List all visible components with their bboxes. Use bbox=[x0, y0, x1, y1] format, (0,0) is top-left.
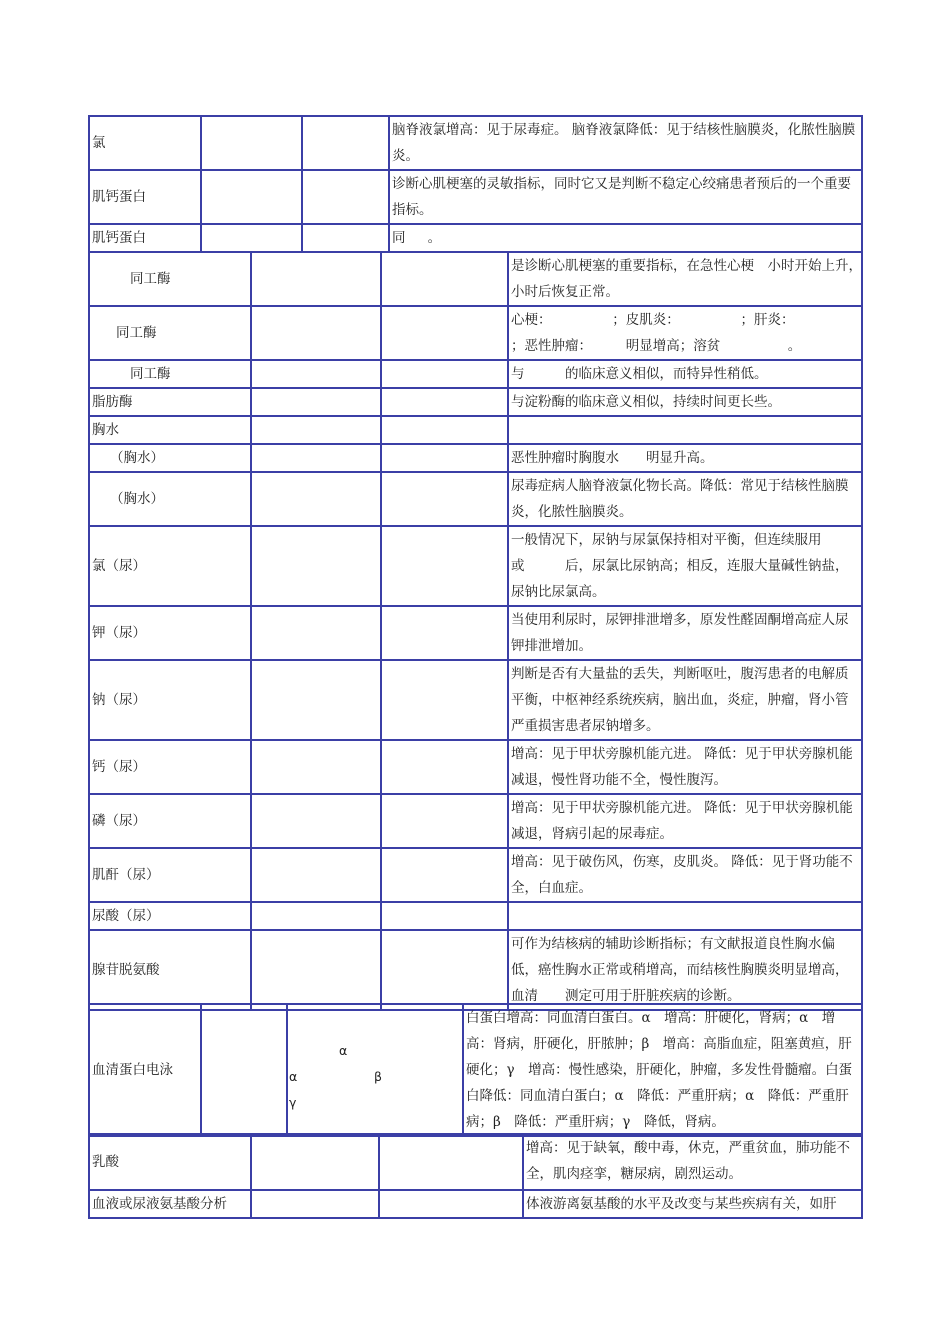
item-name: 磷（尿） bbox=[89, 794, 251, 848]
item-description: 恶性肿瘤时胸腹水 明显升高。 bbox=[508, 444, 862, 472]
item-name: 钠（尿） bbox=[89, 660, 251, 740]
item-description: 是诊断心肌梗塞的重要指标，在急性心梗 小时开始上升， 小时后恢复正常。 bbox=[508, 252, 862, 306]
item-name: 氯 bbox=[89, 116, 201, 170]
table-row bbox=[89, 116, 862, 170]
table-row bbox=[89, 794, 862, 848]
item-name: 氯（尿） bbox=[89, 526, 251, 606]
item-description: 诊断心肌梗塞的灵敏指标，同时它又是判断不稳定心绞痛患者预后的一个重要指标。 bbox=[389, 170, 862, 224]
item-name: 乳酸 bbox=[89, 1134, 251, 1190]
table-row bbox=[89, 252, 862, 306]
greek-cell bbox=[287, 1004, 463, 1136]
item-name: 肌钙蛋白 bbox=[89, 170, 201, 224]
table-row bbox=[89, 472, 862, 526]
item-description: 可作为结核病的辅助诊断指标；有文献报道良性胸水偏低，癌性胸水正常或稍增高，而结核性胸膜炎明显增高，血清 测定可用于肝脏疾病的诊断。 bbox=[508, 930, 862, 1010]
greek-label: α bbox=[339, 1043, 348, 1058]
section-1-table bbox=[88, 115, 863, 253]
item-description: 与 的临床意义相似，而特异性稍低。 bbox=[508, 360, 862, 388]
table-row bbox=[89, 170, 862, 224]
item-name: 尿酸（尿） bbox=[89, 902, 251, 930]
item-name: 同工酶 bbox=[89, 252, 251, 306]
item-description: 增高：见于缺氧，酸中毒，休克，严重贫血，肺功能不全，肌肉痉挛，糖尿病，剧烈运动。 bbox=[523, 1134, 862, 1190]
item-description: 增高：见于甲状旁腺机能亢进。 降低：见于甲状旁腺机能减退，慢性肾功能不全，慢性腹泻。 bbox=[508, 740, 862, 794]
table-row bbox=[89, 1004, 862, 1136]
item-description: 体液游离氨基酸的水平及改变与某些疾病有关，如肝 bbox=[523, 1190, 862, 1218]
table-row bbox=[89, 388, 862, 416]
item-name: （胸水） bbox=[89, 472, 251, 526]
greek-label: γ bbox=[289, 1095, 297, 1110]
item-description: 脑脊液氯增高：见于尿毒症。 脑脊液氯降低：见于结核性脑膜炎，化脓性脑膜炎。 bbox=[389, 116, 862, 170]
item-name: 钾（尿） bbox=[89, 606, 251, 660]
table-row bbox=[89, 360, 862, 388]
table-row bbox=[89, 306, 862, 360]
item-name: 钙（尿） bbox=[89, 740, 251, 794]
item-name: 血清蛋白电泳 bbox=[89, 1004, 201, 1136]
item-description: 同 。 bbox=[389, 224, 862, 252]
item-name: 血液或尿液氨基酸分析 bbox=[89, 1190, 251, 1218]
greek-label: β bbox=[374, 1069, 382, 1084]
table-row bbox=[89, 740, 862, 794]
table-row bbox=[89, 1190, 862, 1218]
item-description: 与淀粉酶的临床意义相似，持续时间更长些。 bbox=[508, 388, 862, 416]
item-description: 判断是否有大量盐的丢失，判断呕吐，腹泻患者的电解质平衡，中枢神经系统疾病，脑出血，炎症，肿瘤，肾小管严重损害患者尿钠增多。 bbox=[508, 660, 862, 740]
table-row bbox=[89, 902, 862, 930]
item-name: 同工酶 bbox=[89, 360, 251, 388]
item-name: 肌钙蛋白 bbox=[89, 224, 201, 252]
table-row bbox=[89, 930, 862, 1010]
item-name: 同工酶 bbox=[89, 306, 251, 360]
section-2-table bbox=[88, 251, 883, 1011]
table-row bbox=[89, 660, 862, 740]
table-row bbox=[89, 416, 862, 444]
table-row bbox=[89, 848, 862, 902]
item-description: 一般情况下，尿钠与尿氯保持相对平衡，但连续服用 或 后，尿氯比尿钠高；相反，连服大量碱性钠盐，尿钠比尿氯高。 bbox=[508, 526, 862, 606]
section-3-table bbox=[88, 1003, 863, 1137]
section-4-table bbox=[88, 1133, 863, 1219]
table-row bbox=[89, 1134, 862, 1190]
item-name: （胸水） bbox=[89, 444, 251, 472]
item-description: 增高：见于破伤风，伤寒，皮肌炎。 降低：见于肾功能不全，白血症。 bbox=[508, 848, 862, 902]
item-name: 腺苷脱氨酸 bbox=[89, 930, 251, 1010]
table-row bbox=[89, 444, 862, 472]
table-row bbox=[89, 224, 862, 252]
item-description: 尿毒症病人脑脊液氯化物长高。降低：常见于结核性脑膜炎，化脓性脑膜炎。 bbox=[508, 472, 862, 526]
item-description bbox=[508, 416, 862, 444]
item-description: 白蛋白增高：同血清白蛋白。α 增高：肝硬化，肾病；α 增高：肾病，肝硬化，肝脓肿；β 增高：高脂血症，阻塞黄疸，肝硬化；γ 增高：慢性感染，肝硬化，肿瘤，多发性骨髓瘤。白蛋白降低：同血清白蛋白；α 降低：严重肝病；α 降低：严重肝病；β 降低：严重肝病；γ 降低，肾病。 bbox=[463, 1004, 862, 1136]
item-name: 肌酐（尿） bbox=[89, 848, 251, 902]
item-description: 增高：见于甲状旁腺机能亢进。 降低：见于甲状旁腺机能减退，肾病引起的尿毒症。 bbox=[508, 794, 862, 848]
item-name: 脂肪酶 bbox=[89, 388, 251, 416]
item-description bbox=[508, 902, 862, 930]
table-row bbox=[89, 606, 862, 660]
item-name: 胸水 bbox=[89, 416, 251, 444]
greek-label: α bbox=[289, 1069, 298, 1084]
item-description: 当使用利尿时，尿钾排泄增多，原发性醛固酮增高症人尿钾排泄增加。 bbox=[508, 606, 862, 660]
table-row bbox=[89, 526, 862, 606]
item-description: 心梗： ；皮肌炎： ；肝炎： ；恶性肿瘤： 明显增高；溶贫 。 bbox=[508, 306, 862, 360]
